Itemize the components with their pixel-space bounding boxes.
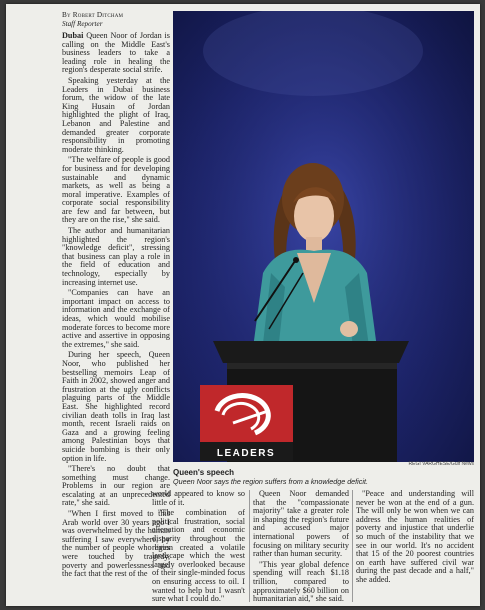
lead-paragraph: Dubai Queen Noor of Jordan is calling on the Middle East's business leaders to take a leading role in healing the region's desperate social strife. — [62, 32, 170, 75]
paragraph: "Companies can have an important impact on access to information and the exchange of ideas, which would mobilise moderate forces to become more active and assertive in opposing the extremes," she said. — [62, 288, 170, 349]
article-column-2 — [152, 490, 245, 606]
author-name: By Robert Ditcham — [62, 11, 124, 19]
article-column-4 — [356, 490, 474, 606]
author-role: Staff Reporter — [62, 20, 103, 28]
paragraph: "This year global defence spending will reach $1.18 trillion, compared to approximately $60 billion on humanitarian aid," she said. — [253, 559, 349, 604]
paragraph: "There's no doubt that something must change. Problems in our region are escalating at an unprecedented rate," she said. — [62, 464, 170, 508]
paragraph: Speaking yesterday at the Leaders in Dubai business forum, the widow of the late King Husain of Jordan highlighted the plight of Iraq, Lebanon and Palestine and demanded greater corporate responsibility in promoting moderate thinking. — [62, 75, 170, 154]
paragraph: world appeared to know so little of it. — [152, 490, 245, 507]
caption-text: Queen Noor says the region suffers from a knowledge deficit. — [173, 477, 368, 486]
speaker-illustration — [173, 11, 474, 462]
paragraph: "Peace and understanding will never be won at the end of a gun. The will only be won when we can address the human realities of poverty and injustice that underlie so much of the instability that we see in our world. It's no accident that 15 of the 20 poorest countries on earth have suffered civil war during the past decade and a half," she added. — [356, 490, 474, 584]
paragraph: Queen Noor demanded that the "compassionate majority" take a greater role in shaping the region's future and accused major international powers of focusing on military security rather than human security. — [253, 490, 349, 559]
paragraph: The author and humanitarian highlighted the region's "knowledge deficit", stressing that business can play a role in the field of education and technology, especially by increasing internet use. — [62, 226, 170, 287]
caption-title: Queen's speech — [173, 468, 235, 477]
photo-credit: REGI VARGHESE/Gulf News — [408, 461, 474, 467]
paragraph: "The combination of political frustration, social alienation and economic disparity throughout the region created a volatile landscape which the west largely overlooked because of their single-minded focus on ensuring access to oil. I wanted to help but I wasn't sure what I could do." — [152, 508, 245, 604]
paragraph: During her speech, Queen Noor, who published her bestselling memoirs Leap of Faith in 2002, showed anger and frustration at the ugly conflicts plaguing parts of the Middle East. She highlighted record civilian death tolls in Iraq last month, recent Israeli raids on Gaza and a growing feeling among Palestinian boys that suicide bombing is their only option in life. — [62, 350, 170, 463]
photo-caption — [173, 468, 474, 486]
newspaper-clipping — [6, 4, 480, 606]
news-photo — [173, 11, 474, 462]
paragraph: "The welfare of people is good for business and for developing sustainable and dynamic markets, as well as being a moral imperative. Examples of corporate social responsibility are few and far between, but they are on the rise," she said. — [62, 155, 170, 225]
column-divider — [352, 490, 353, 602]
podium-logo-text: LEADERS — [216, 448, 276, 459]
byline — [62, 11, 172, 29]
paragraph: "When I first moved to this Arab world over 30 years ago I was overwhelmed by the human suffering I saw everywhere, by the number of people who lives were touched by tragedy, poverty and powerlessness and the fact that the rest of the — [62, 509, 170, 579]
column-divider — [249, 490, 250, 602]
article-column-3 — [253, 490, 349, 606]
dateline: Dubai — [62, 32, 84, 40]
